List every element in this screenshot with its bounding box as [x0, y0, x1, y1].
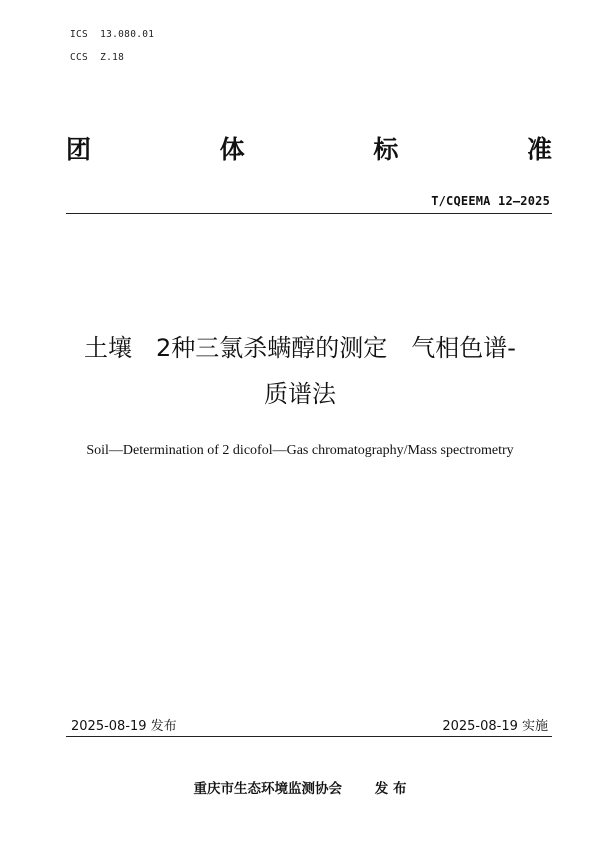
english-title: Soil—Determination of 2 dicofol—Gas chromatography/Mass spectrometry: [86, 443, 514, 458]
standard-type-char: 准: [526, 135, 552, 164]
standard-type-heading: [66, 130, 552, 164]
chinese-title: [40, 325, 560, 417]
ics-label: ICS: [70, 29, 89, 40]
ccs-code: [70, 52, 124, 63]
implementation-date: 2025-08-19 实施: [442, 719, 548, 734]
publisher-org: 重庆市生态环境监测协会: [193, 781, 343, 797]
chinese-title-line-1: 土壤 2种三氯杀螨醇的测定 气相色谱-: [84, 334, 516, 362]
standard-type-char: 团: [66, 135, 92, 164]
standard-code: T/CQEEMA 12—2025: [431, 194, 550, 208]
ccs-value: Z.18: [100, 52, 125, 63]
ics-code: [70, 29, 154, 40]
standard-type-char: 标: [373, 135, 399, 164]
chinese-title-line-2: 质谱法: [264, 380, 336, 408]
bottom-divider: [66, 736, 552, 737]
ics-value: 13.080.01: [100, 29, 155, 40]
ccs-label: CCS: [70, 52, 89, 63]
top-divider: [66, 213, 552, 214]
publisher: [0, 777, 600, 797]
issue-date: 2025-08-19 发布: [71, 719, 177, 734]
publisher-action: 发 布: [374, 781, 407, 797]
standard-type-char: 体: [219, 135, 245, 164]
